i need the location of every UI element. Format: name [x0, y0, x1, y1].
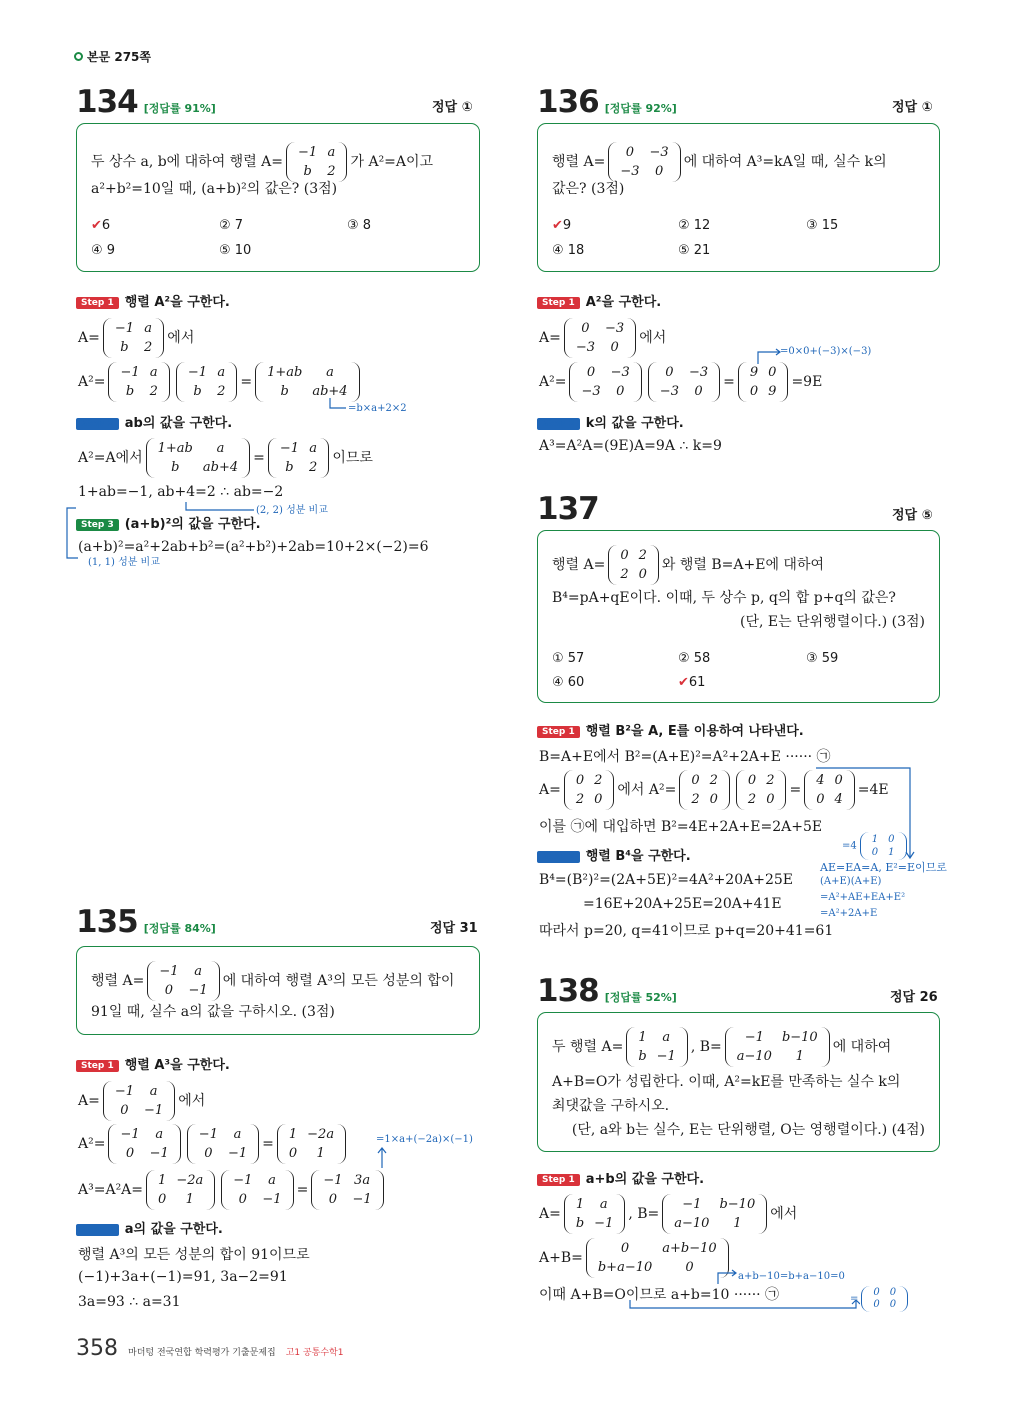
checkmark-icon: ✔: [91, 218, 102, 233]
answer-label: 정답 ⑤: [892, 508, 933, 523]
answer-label: 정답 26: [890, 990, 938, 1005]
page-header: [74, 48, 151, 65]
problem-136-heading: [537, 84, 677, 120]
annotation-note: (2, 2) 성분 비교: [256, 505, 328, 516]
step-1: Step 1 행렬 A²을 구한다.: [76, 291, 230, 310]
option-1[interactable]: ✔9: [552, 218, 572, 233]
annotation-note: =0×0+(−3)×(−3): [780, 346, 872, 357]
book-subtitle: 고1 공통수학1: [285, 1348, 344, 1358]
step-3: Step 3 (a+b)²의 값을 구한다.: [76, 513, 261, 532]
checkmark-icon: ✔: [678, 675, 689, 690]
solution-line-3: 이를 ㉠에 대입하면 B²=4E+2A+E=2A+5E: [539, 819, 823, 835]
option-4[interactable]: ④ 18: [552, 243, 585, 258]
solution-line-4: 1+ab=−1, ab+4=2 ∴ ab=−2: [78, 484, 284, 500]
header-label: 본문 275쪽: [87, 50, 152, 64]
solution-line-1: A= 1 a b −1 , B= −1 b−10 a−10 1 에서: [539, 1194, 797, 1234]
solution-line-2: A= 0 2 2 0 에서 A²= 0 2 2 0 0 2 2 0 = 4 0 0 4 =4E: [539, 770, 889, 810]
annotation-note: =b×a+2×2: [348, 403, 407, 414]
question-line-2: B⁴=pA+qE이다. 이때, 두 상수 p, q의 합 p+q의 값은?: [552, 590, 896, 606]
problem-138-box: [537, 1012, 940, 1152]
annotation-note: (A+E)(A+E): [820, 876, 882, 887]
page-number: 358: [76, 1336, 118, 1361]
annotation-note: =A²+AE+EA+E²: [820, 892, 906, 903]
option-5[interactable]: ✔61: [678, 675, 706, 690]
annotation-note: = 0 0 0 0: [850, 1286, 911, 1312]
problem-135-heading: [76, 904, 216, 940]
arrow-connector: [628, 1300, 860, 1316]
step-1: Step 1 행렬 A³을 구한다.: [76, 1054, 230, 1073]
answer-label: 정답 31: [430, 921, 478, 936]
option-3[interactable]: ③ 15: [806, 218, 839, 233]
problem-number: 134: [76, 84, 138, 120]
book-title: 마더텅 전국연합 학력평가 기출문제집: [128, 1348, 276, 1358]
step-1: Step 1 a+b의 값을 구한다.: [537, 1168, 704, 1187]
step-1: Step 1 A²을 구한다.: [537, 291, 661, 310]
step-2: Step 2 ab의 값을 구한다.: [76, 412, 232, 431]
solution-line-4: B⁴=(B²)²=(2A+5E)²=4A²+20A+25E: [539, 872, 793, 888]
option-4[interactable]: ④ 9: [91, 243, 116, 258]
solution-line-6: 따라서 p=20, q=41이므로 p+q=20+41=61: [539, 923, 834, 939]
answer-label: 정답 ①: [892, 100, 933, 115]
solution-line-1: A= −1 a 0 −1 에서: [78, 1081, 205, 1121]
page-footer: [76, 1336, 343, 1361]
option-2[interactable]: ② 7: [219, 218, 244, 233]
annotation-note: a+b−10=b+a−10=0: [738, 1271, 845, 1282]
arrow-up-icon: [376, 1146, 388, 1168]
option-3[interactable]: ③ 8: [347, 218, 372, 233]
question-line-3: 최댓값을 구하시오.: [552, 1098, 670, 1114]
matrix-A: −1 a b 2: [286, 142, 347, 182]
option-1[interactable]: ① 57: [552, 651, 585, 666]
question-line-1: 두 상수 a, b에 대하여 행렬 A= −1 a b 2 가 A²=A이고: [91, 142, 433, 182]
annotation-note: AE=EA=A, E²=E이므로: [820, 861, 947, 874]
problem-137-box: [537, 530, 940, 703]
question-line-4: (단, a와 b는 실수, E는 단위행렬, O는 영행렬이다.) (4점): [571, 1122, 925, 1138]
solution-line-5: =16E+20A+25E=20A+41E: [583, 896, 782, 912]
correct-rate: [정답률 91%]: [143, 102, 216, 115]
problem-number: 136: [537, 84, 599, 120]
solution-line-2: A+B= 0 a+b−10 b+a−10 0: [539, 1238, 732, 1278]
arrow-connector: [716, 1268, 738, 1284]
answer-label: 정답 ①: [432, 100, 473, 115]
step-2: Step 2 a의 값을 구한다.: [76, 1218, 223, 1237]
problem-number: 135: [76, 904, 138, 940]
solution-line-1: B=A+E에서 B²=(A+E)²=A²+2A+E ······ ㉠: [539, 749, 831, 765]
solution-line-1: A= 0 −3 −3 0 에서: [539, 318, 666, 358]
step-2: Step 2 행렬 B⁴을 구한다.: [537, 845, 691, 864]
annotation-note: (1, 1) 성분 비교: [88, 557, 160, 568]
correct-rate: [정답률 92%]: [604, 102, 677, 115]
problem-number: 138: [537, 973, 599, 1009]
problem-135-box: [76, 946, 480, 1035]
solution-line-3: A³=A²A= 1 −2a 0 1 −1 a 0 −1 = −1 3a 0 −1: [78, 1170, 387, 1210]
solution-line-2: A²= −1 a b 2 −1 a b 2 = 1+ab a b ab+4: [78, 362, 363, 402]
option-2[interactable]: ② 58: [678, 651, 711, 666]
step-1: Step 1 행렬 B²을 A, E를 이용하여 나타낸다.: [537, 720, 804, 739]
solution-line-3: A³=A²A=(9E)A=9A ∴ k=9: [539, 438, 722, 454]
solution-line-5: (a+b)²=a²+2ab+b²=(a²+b²)+2ab=10+2×(−2)=6: [78, 539, 429, 555]
question-line-2: a²+b²=10일 때, (a+b)²의 값은? (3점): [91, 181, 338, 197]
solution-line-6: 3a=93 ∴ a=31: [78, 1294, 181, 1310]
question-line-1: 두 행렬 A= 1 a b −1 , B= −1 b−10 a−10 1 에 대하여: [552, 1027, 891, 1067]
problem-134-heading: [76, 84, 216, 120]
problem-138-heading: [537, 973, 677, 1009]
solution-line-1: A= −1 a b 2 에서: [78, 318, 194, 358]
question-line-1: 행렬 A= 0 2 2 0 와 행렬 B=A+E에 대하여: [552, 545, 824, 585]
option-2[interactable]: ② 12: [678, 218, 711, 233]
checkmark-icon: ✔: [552, 218, 563, 233]
question-line-1: 행렬 A= −1 a 0 −1 에 대하여 행렬 A³의 모든 성분의 합이: [91, 961, 454, 1001]
problem-137-heading: [537, 491, 599, 527]
question-line-2: 값은? (3점): [552, 181, 625, 197]
option-4[interactable]: ④ 60: [552, 675, 585, 690]
question-line-2: 91일 때, 실수 a의 값을 구하시오. (3점): [91, 1004, 335, 1020]
correct-rate: [정답률 52%]: [604, 991, 677, 1004]
arrow-connector: [328, 398, 348, 412]
annotation-note: =4 1 0 0 1: [842, 832, 910, 860]
problem-number: 137: [537, 491, 599, 527]
solution-line-3: 이때 A+B=O이므로 a+b=10 ······ ㉠: [539, 1287, 780, 1303]
problem-136-box: [537, 123, 940, 272]
annotation-note: =1×a+(−2a)×(−1): [376, 1134, 473, 1145]
solution-line-3: A²=A에서 1+ab a b ab+4 = −1 a b 2 이므로: [78, 438, 373, 478]
circle-bullet-icon: [74, 52, 83, 61]
question-line-2: A+B=O가 성립한다. 이때, A²=kE를 만족하는 실수 k의: [552, 1074, 901, 1090]
question-line-1: 행렬 A= 0 −3 −3 0 에 대하여 A³=kA일 때, 실수 k의: [552, 142, 887, 182]
solution-line-2: A²= −1 a 0 −1 −1 a 0 −1 = 1 −2a 0 1: [78, 1124, 349, 1164]
problem-134-box: [76, 123, 480, 272]
solution-line-2: A²= 0 −3 −3 0 0 −3 −3 0 = 9 0 0 9 =9E: [539, 362, 822, 402]
option-3[interactable]: ③ 59: [806, 651, 839, 666]
question-line-3: (단, E는 단위행렬이다.) (3점): [740, 614, 925, 630]
correct-rate: [정답률 84%]: [143, 922, 216, 935]
solution-line-5: (−1)+3a+(−1)=91, 3a−2=91: [78, 1269, 288, 1285]
annotation-note: =A²+2A+E: [820, 908, 878, 919]
step-2: Step 2 k의 값을 구한다.: [537, 412, 684, 431]
option-1[interactable]: ✔6: [91, 218, 111, 233]
option-5[interactable]: ⑤ 10: [219, 243, 252, 258]
option-5[interactable]: ⑤ 21: [678, 243, 711, 258]
solution-line-4: 행렬 A³의 모든 성분의 합이 91이므로: [78, 1247, 310, 1263]
